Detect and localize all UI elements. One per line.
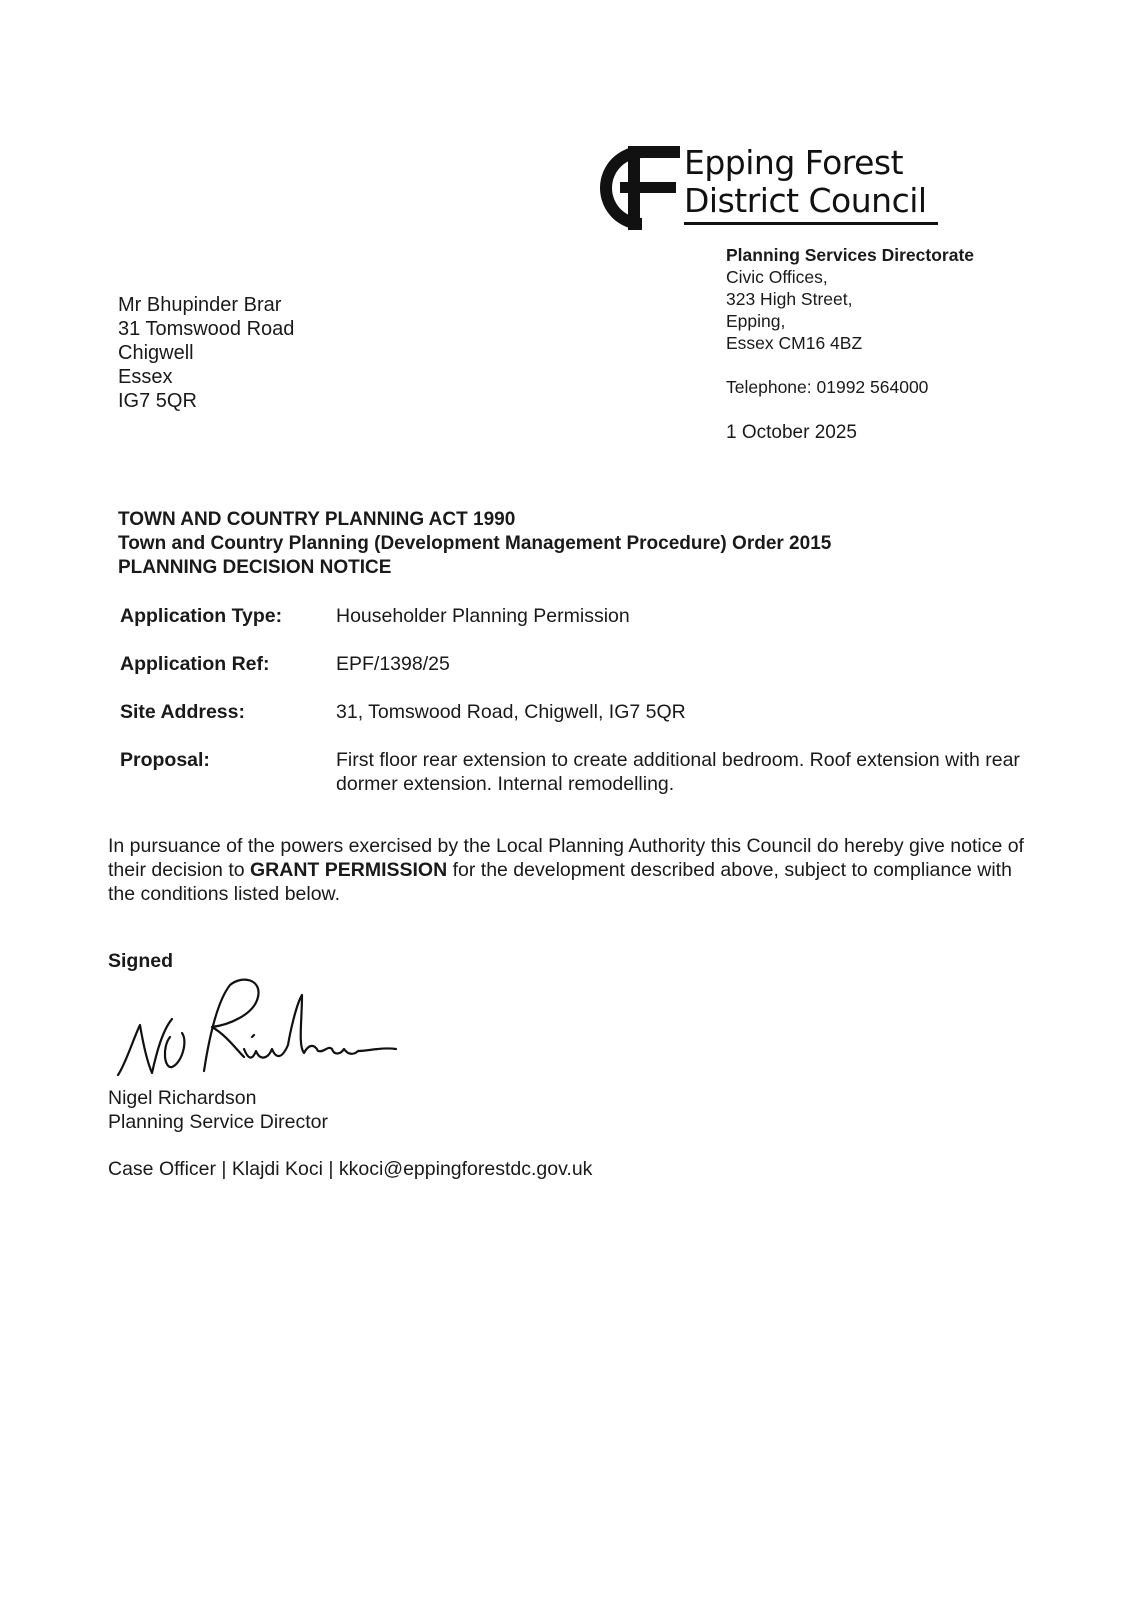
council-address-line: Epping, xyxy=(726,311,786,331)
detail-value: First floor rear extension to create additional bedroom. Roof extension with rear dormer extension. Internal remodelling. xyxy=(336,749,1020,795)
signed-label: Signed xyxy=(108,950,174,972)
council-address-line: 323 High Street, xyxy=(726,289,853,309)
detail-label: Application Type: xyxy=(120,605,283,627)
recipient-line: Mr Bhupinder Brar xyxy=(118,294,282,316)
handwritten-signature xyxy=(112,975,402,1087)
application-details xyxy=(120,604,1040,820)
council-logo xyxy=(598,140,958,240)
detail-label: Proposal: xyxy=(120,749,210,771)
council-logo-mark xyxy=(598,140,682,236)
detail-row-address xyxy=(120,700,1040,724)
decision-text-after: for the development described above, subject to compliance with the conditions listed below. xyxy=(108,859,1012,905)
decision-paragraph xyxy=(108,834,1038,906)
detail-row-proposal xyxy=(120,748,1040,796)
telephone: Telephone: 01992 564000 xyxy=(726,377,929,397)
detail-row-ref xyxy=(120,652,1040,676)
council-address-block xyxy=(726,244,974,444)
letter-date: 1 October 2025 xyxy=(726,422,857,443)
recipient-line: 31 Tomswood Road xyxy=(118,318,295,340)
logo-line-1: Epping Forest xyxy=(684,143,904,182)
logo-underline xyxy=(684,222,938,225)
detail-row-type xyxy=(120,604,1040,628)
notice-title: PLANNING DECISION NOTICE xyxy=(118,557,392,578)
act-heading: TOWN AND COUNTRY PLANNING ACT 1990 xyxy=(118,509,516,530)
decision-outcome: GRANT PERMISSION xyxy=(250,859,448,881)
council-address-line: Civic Offices, xyxy=(726,267,828,287)
detail-label: Application Ref: xyxy=(120,653,270,675)
council-logo-text xyxy=(684,144,927,220)
department-name: Planning Services Directorate xyxy=(726,245,975,265)
signatory-name: Nigel Richardson xyxy=(108,1087,257,1109)
case-officer: Case Officer | Klajdi Koci | kkoci@eppingforestdc.gov.uk xyxy=(108,1158,593,1180)
detail-value: 31, Tomswood Road, Chigwell, IG7 5QR xyxy=(336,701,686,723)
council-address-line: Essex CM16 4BZ xyxy=(726,333,863,353)
recipient-line: IG7 5QR xyxy=(118,390,197,412)
decision-text-before: In pursuance of the powers exercised by the Local Planning Authority this Council do hereby give notice of their decision to xyxy=(108,835,1024,881)
notice-headings xyxy=(118,508,831,580)
recipient-address xyxy=(118,293,294,413)
recipient-line: Essex xyxy=(118,366,173,388)
detail-label: Site Address: xyxy=(120,701,245,723)
detail-value: EPF/1398/25 xyxy=(336,653,450,675)
signatory xyxy=(108,1086,328,1134)
order-heading: Town and Country Planning (Development Management Procedure) Order 2015 xyxy=(118,533,832,554)
signatory-title: Planning Service Director xyxy=(108,1111,329,1133)
detail-value: Householder Planning Permission xyxy=(336,605,630,627)
logo-line-2: District Council xyxy=(684,181,927,220)
recipient-line: Chigwell xyxy=(118,342,194,364)
